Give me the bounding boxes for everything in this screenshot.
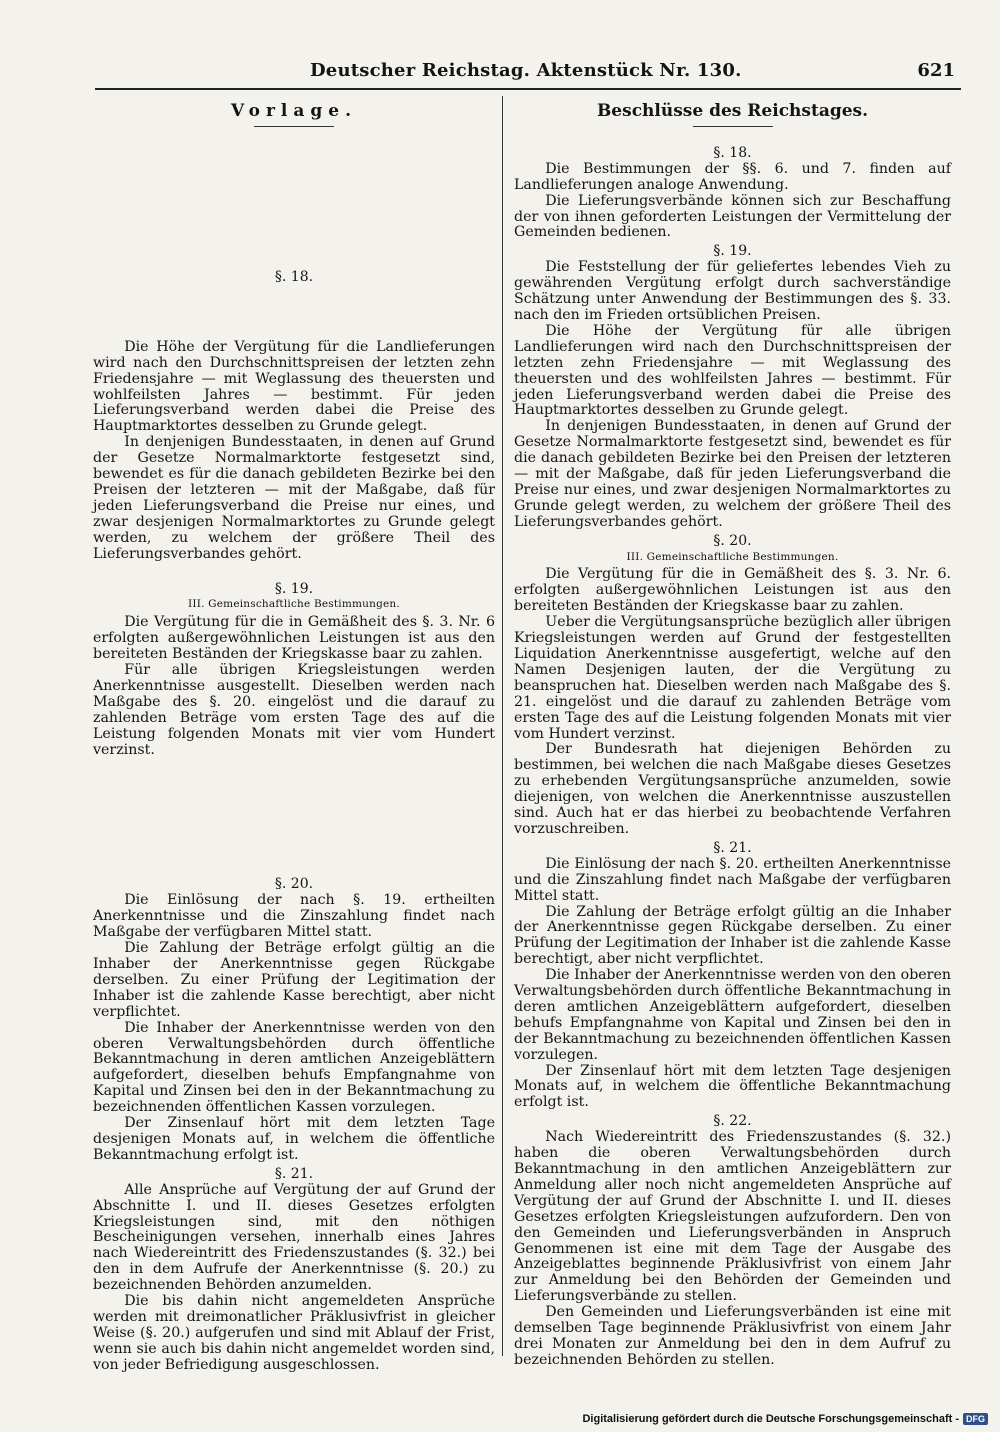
column-heading: Vorlage.: [230, 101, 358, 121]
paragraph: Die Inhaber der Anerkenntnisse werden von den oberen Verwaltungsbehörden durch öffentliche Bekanntmachung in deren amtlichen Anzeigeblättern aufgefordert, dieselben behufs Empfangnahme von Kapital und Zinsen bei den in der Bekanntmachung zu bezeichnenden öffentlichen Kassen vorzulegen.: [93, 1019, 495, 1116]
column-heading: Beschlüsse des Reichstages.: [596, 101, 869, 121]
paragraph: Für alle übrigen Kriegsleistungen werden Anerkenntnisse ausgestellt. Dieselben werden nach Maßgabe des §. 20. eingelöst und die darauf zu zahlenden Beträge vom ersten Tage des auf die Leistung folgenden Monats mit vier vom Hundert verzinst.: [93, 662, 495, 758]
paragraph: Der Zinsenlauf hört mit dem letzten Tage desjenigen Monats auf, in welchem die öffentliche Bekanntmachung erfolgt ist.: [93, 1115, 495, 1163]
paragraph: Der Bundesrath hat diejenigen Behörden zu bestimmen, bei welchen die nach Maßgabe dieses Gesetzes zu erhebenden Vergütungsansprüche anzumelden, sowie diejenigen, von welchen die Anerkenntnisse auszustellen sind. Auch hat er das hierbei zu beobachtende Verfahren vorzuschreiben.: [514, 741, 951, 837]
paragraph: Den Gemeinden und Lieferungsverbänden ist eine mit demselben Tage beginnende Präklusivfrist von einem Jahr drei Monaten zur Anmeldung bei den in dem Aufruf zu bezeichnenden Behörden zu stellen.: [514, 1304, 951, 1368]
page-number: 621: [917, 60, 955, 81]
paragraph: Die Einlösung der nach §. 20. ertheilten Anerkenntnisse und die Zinszahlung findet nach Maßgabe der verfügbaren Mittel statt.: [514, 855, 951, 904]
paragraph: Der Zinsenlauf hört mit dem letzten Tage desjenigen Monats auf, in welchem die öffentliche Bekanntmachung erfolgt ist.: [514, 1062, 951, 1111]
section-heading: §. 21.: [713, 839, 752, 856]
paragraph: Die Feststellung der für geliefertes lebendes Vieh zu gewährenden Vergütung erfolgt durch sachverständige Schätzung unter Anwendung der Bestimmungen des §. 33. nach den im Frieden ortsüblichen Preisen.: [514, 259, 951, 323]
section-heading: §. 22.: [713, 1113, 752, 1130]
paragraph: Die Vergütung für die in Gemäßheit des §. 3. Nr. 6 erfolgten außergewöhnlichen Leistungen ist aus den bereiteten Beständen der Kriegskasse baar zu zahlen.: [93, 614, 495, 663]
dfg-logo: DFG: [963, 1413, 988, 1425]
header-rule: [95, 88, 961, 90]
paragraph: Die Zahlung der Beträge erfolgt gültig an die Inhaber der Anerkenntnisse gegen Rückgabe derselben. Zu einer Prüfung der Legitimation der Inhaber ist die zahlende Kasse berechtigt, aber nicht verpflichtet.: [93, 940, 495, 1020]
paragraph: Die Höhe der Vergütung für die Landlieferungen wird nach den Durchschnittspreisen der letzten zehn Friedensjahre — mit Weglassung des theuersten und wohlfeilsten Jahres — bestimmt. Für jeden Lieferungsverband werden dabei die Preise des Hauptmarktortes desselben zu Grunde gelegt.: [93, 338, 495, 435]
paragraph: Die Lieferungsverbände können sich zur Beschaffung der von ihnen geforderten Leistungen der Vermittelung der Gemeinden bedienen.: [514, 192, 951, 241]
subsection-heading: III. Gemeinschaftliche Bestimmungen.: [626, 550, 839, 563]
paragraph: Alle Ansprüche auf Vergütung der auf Grund der Abschnitte I. und II. dieses Gesetzes erfolgten Kriegsleistungen sind, mit den nöthigen Bescheinigungen versehen, innerhalb eines Jahres nach Wiedereintritt des Friedenszustandes (§. 32.) bei den in dem Aufrufe der Anerkenntnisse (§. 20.) zu bezeichnenden Behörden anzumelden.: [93, 1181, 495, 1294]
section-heading: §. 21.: [274, 1165, 314, 1182]
paragraph: Die Vergütung für die in Gemäßheit des §. 3. Nr. 6. erfolgten außergewöhnlichen Leistungen ist aus den bereiteten Beständen der Kriegskasse baar zu zahlen.: [514, 566, 951, 615]
section-heading: §. 18.: [274, 268, 314, 285]
subsection-heading: III. Gemeinschaftliche Bestimmungen.: [188, 598, 400, 611]
section-heading: §. 19.: [713, 243, 752, 260]
column-divider: [502, 96, 503, 1356]
paragraph: Die Bestimmungen der §§. 6. und 7. finden auf Landlieferungen analoge Anwendung.: [514, 160, 951, 193]
paragraph: In denjenigen Bundesstaaten, in denen auf Grund der Gesetze Normalmarktorte festgesetzt sind, bewendet es für die danach gebildeten Bezirke bei den Preisen der letzteren — mit der Maßgabe, daß für jeden Lieferungsverband die Preise nur eines, und zwar desjenigen Normalmarktortes zu Grunde gelegt werden, zu welchem der größere Theil des Lieferungsverbandes gehört.: [93, 434, 495, 562]
paragraph: Nach Wiedereintritt des Friedenszustandes (§. 32.) haben die oberen Verwaltungsbehörden durch Bekanntmachung in den amtlichen Anzeigeblättern zur Anmeldung aller noch nicht angemeldeten Ansprüche auf Vergütung der auf Grund der Abschnitte I. und II. dieses Gesetzes erfolgten Kriegsleistungen aufzufordern. Den von den Gemeinden und Lieferungsverbänden in Anspruch Genommenen ist eine mit dem Tage der Ausgabe des Anzeigeblattes beginnende Präklusivfrist von einem Jahr zur Anmeldung bei den Behörden der Gemeinden und Lieferungsverbände zu stellen.: [514, 1129, 951, 1305]
paragraph: Ueber die Vergütungsansprüche bezüglich aller übrigen Kriegsleistungen werden auf Grund der festgestellten Liquidation Anerkenntnisse ausgefertigt, welche auf den Namen Desjenigen lauten, der die Vergütung zu beanspruchen hat. Dieselben werden nach Maßgabe des §. 21. eingelöst und die darauf zu zahlenden Beträge vom ersten Tage des auf die Leistung folgenden Monats mit vier vom Hundert verzinst.: [514, 614, 951, 742]
digitization-credit: [582, 1413, 988, 1425]
left-column-vorlage: [93, 100, 495, 1374]
paragraph: Die Zahlung der Beträge erfolgt gültig an die Inhaber der Anerkenntnisse gegen Rückgabe derselben. Zu einer Prüfung der Legitimation der Inhaber ist die zahlende Kasse berechtigt, aber nicht verpflichtet.: [514, 903, 951, 968]
running-title: Deutscher Reichstag. Aktenstück Nr. 130.: [310, 60, 742, 81]
paragraph: Die Inhaber der Anerkenntnisse werden von den oberen Verwaltungsbehörden durch öffentliche Bekanntmachung in deren amtlichen Anzeigeblättern aufgefordert, dieselben behufs Empfangnahme von Kapital und Zinsen bei den in der Bekanntmachung zu bezeichnenden öffentlichen Kassen vorzulegen.: [514, 967, 951, 1063]
section-heading: §. 20.: [713, 532, 752, 549]
section-heading: §. 20.: [274, 876, 314, 893]
right-column-beschluesse: [514, 100, 951, 1369]
paragraph: Die Einlösung der nach §. 19. ertheilten Anerkenntnisse und die Zinszahlung findet nach Maßgabe der verfügbaren Mittel statt.: [93, 892, 495, 941]
credit-text: Digitalisierung gefördert durch die Deutsche Forschungsgemeinschaft -: [582, 1413, 959, 1425]
paragraph: Die bis dahin nicht angemeldeten Ansprüche werden mit dreimonatlicher Präklusivfrist in gleicher Weise (§. 20.) aufgerufen und sind mit Ablauf der Frist, wenn sie auch bis dahin nicht angemeldet worden sind, von jeder Befriedigung ausgeschlossen.: [93, 1293, 495, 1373]
paragraph: Die Höhe der Vergütung für alle übrigen Landlieferungen wird nach den Durchschnittspreisen der letzten zehn Friedensjahre — mit Weglassung des theuersten und des wohlfeilsten Jahres — bestimmt. Für jeden Lieferungsverband werden dabei die Preise des Hauptmarktortes desselben zu Grunde gelegt.: [514, 322, 951, 419]
section-heading: §. 19.: [274, 580, 314, 597]
section-heading: §. 18.: [713, 144, 752, 161]
paragraph: In denjenigen Bundesstaaten, in denen auf Grund der Gesetze Normalmarktorte festgesetzt sind, bewendet es für die danach gebildeten Bezirke bei den Preisen der letzteren — mit der Maßgabe, daß für jeden Lieferungsverband die Preise nur eines, und zwar desjenigen Normalmarktortes zu Grunde gelegt werden, zu welchem der größere Theil des Lieferungsverbandes gehört.: [514, 418, 951, 530]
page-header: [95, 60, 955, 84]
